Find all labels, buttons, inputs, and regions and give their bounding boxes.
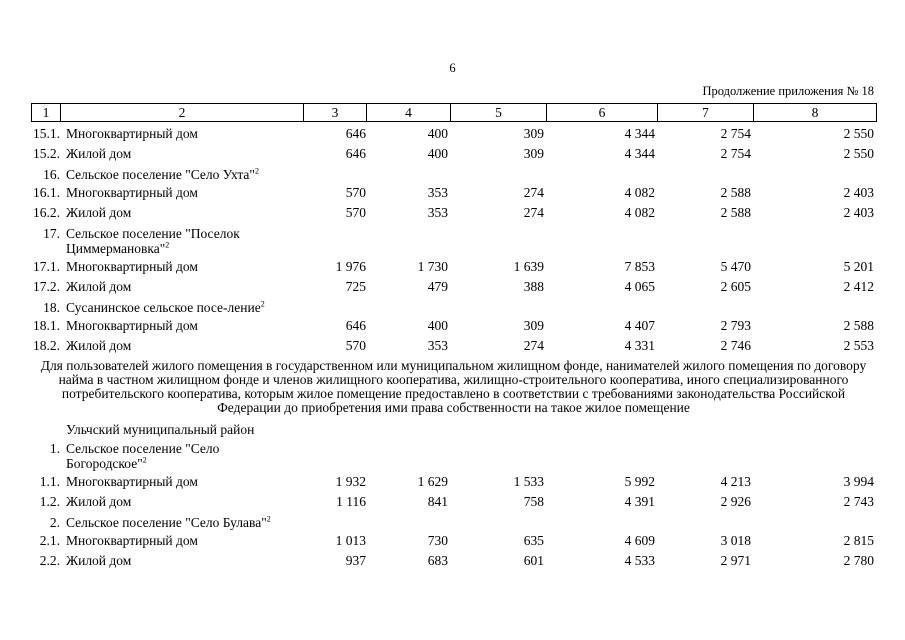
- value-cell: 646: [345, 146, 366, 161]
- value-cell: 309: [523, 318, 544, 333]
- column-header-table: [31, 103, 877, 122]
- value-cell: 683: [427, 553, 448, 568]
- value-cell: 2 605: [720, 279, 751, 294]
- value-cell: 635: [523, 533, 544, 548]
- section-heading-text: Ульчский муниципальный район: [66, 422, 255, 437]
- value-cell: 601: [523, 553, 544, 568]
- column-number: 3: [304, 104, 367, 122]
- section-heading-text: Сельское поселение "Село Богородское": [66, 441, 220, 471]
- row-label: Жилой дом: [66, 279, 132, 294]
- value-cell: 353: [427, 185, 448, 200]
- row-label: Жилой дом: [66, 338, 132, 353]
- value-cell: 2 588: [843, 318, 874, 333]
- row-label: Многоквартирный дом: [66, 474, 198, 489]
- value-cell: 2 746: [720, 338, 751, 353]
- section-heading: [60, 441, 303, 471]
- row-code: 17.: [43, 226, 60, 241]
- section-paragraph: Для пользователей жилого помещения в государственном или муниципальном жилищном фонде, нанимателей жилого помещения по договору найма в частном жилищном фонде и членов жилищного кооператива, жилищно-строительного кооператива, иного специализированного потребительского кооператива, которым жилое помещение предоставлено в соответствии с требованиями законодательства Российской Федерации до приобретения ими права собственности на такое жилое помещение: [40, 358, 867, 415]
- value-cell: 4 065: [624, 279, 655, 294]
- value-cell: 353: [427, 205, 448, 220]
- footnote-marker: 2: [260, 299, 265, 309]
- row-code: 15.1.: [33, 126, 60, 141]
- row-label: Многоквартирный дом: [66, 259, 198, 274]
- row-code: 16.: [43, 167, 60, 182]
- value-cell: 2 550: [843, 126, 874, 141]
- value-cell: 937: [345, 553, 366, 568]
- value-cell: 400: [427, 318, 448, 333]
- continuation-caption: Продолжение приложения № 18: [702, 84, 874, 98]
- value-cell: 309: [523, 126, 544, 141]
- value-cell: 479: [427, 279, 448, 294]
- value-cell: 4 082: [624, 205, 655, 220]
- table-row: [31, 126, 876, 146]
- value-cell: 4 344: [624, 146, 655, 161]
- value-cell: 2 403: [843, 205, 874, 220]
- value-cell: 400: [427, 126, 448, 141]
- row-label: Многоквартирный дом: [66, 185, 198, 200]
- footnote-marker: 2: [165, 240, 170, 250]
- section-heading-text: Сельское поселение "Село Булава": [66, 515, 267, 530]
- row-code: 18.: [43, 300, 60, 315]
- value-cell: 4 331: [624, 338, 655, 353]
- value-cell: 1 629: [417, 474, 448, 489]
- table-row: [31, 553, 876, 573]
- section-heading-text: Сельское поселение "Село Ухта": [66, 167, 255, 182]
- row-label: Жилой дом: [66, 553, 132, 568]
- value-cell: 2 588: [720, 205, 751, 220]
- column-number: 1: [32, 104, 61, 122]
- table-row: [31, 474, 876, 494]
- column-number: 8: [754, 104, 877, 122]
- row-label: Многоквартирный дом: [66, 318, 198, 333]
- value-cell: 353: [427, 338, 448, 353]
- value-cell: 570: [345, 205, 366, 220]
- page-number: 6: [449, 61, 456, 75]
- value-cell: 570: [345, 338, 366, 353]
- row-code: 16.2.: [33, 205, 60, 220]
- value-cell: 4 213: [720, 474, 751, 489]
- value-cell: 5 992: [624, 474, 655, 489]
- column-number: 4: [367, 104, 451, 122]
- row-code: 2.: [49, 515, 60, 530]
- row-label: Многоквартирный дом: [66, 126, 198, 141]
- value-cell: 1 932: [335, 474, 366, 489]
- footnote-marker: 2: [266, 514, 271, 524]
- value-cell: 3 994: [843, 474, 874, 489]
- value-cell: 2 971: [720, 553, 751, 568]
- value-cell: 5 470: [720, 259, 751, 274]
- table-body: [31, 126, 876, 573]
- value-cell: 2 743: [843, 494, 874, 509]
- table-row: [31, 318, 876, 338]
- table-row: [31, 146, 876, 166]
- value-cell: 5 201: [843, 259, 874, 274]
- row-label: Многоквартирный дом: [66, 533, 198, 548]
- table-row: [31, 494, 876, 514]
- value-cell: 274: [523, 185, 544, 200]
- section-heading-row: [31, 421, 876, 437]
- table-row: [31, 205, 876, 225]
- table-row: [31, 259, 876, 279]
- row-label: Жилой дом: [66, 146, 132, 161]
- section-heading-row: [31, 225, 876, 256]
- value-cell: 841: [427, 494, 448, 509]
- value-cell: 2 793: [720, 318, 751, 333]
- value-cell: 2 780: [843, 553, 874, 568]
- footnote-marker: 2: [142, 455, 147, 465]
- row-code: 15.2.: [33, 146, 60, 161]
- section-heading-row: [31, 299, 876, 315]
- value-cell: 646: [345, 126, 366, 141]
- section-heading: [60, 226, 303, 256]
- value-cell: 3 018: [720, 533, 751, 548]
- value-cell: 2 403: [843, 185, 874, 200]
- row-code: 17.1.: [33, 259, 60, 274]
- table-row: [31, 279, 876, 299]
- value-cell: 2 815: [843, 533, 874, 548]
- row-code: 18.2.: [33, 338, 60, 353]
- row-code: 17.2.: [33, 279, 60, 294]
- value-cell: 2 588: [720, 185, 751, 200]
- column-number: 6: [547, 104, 658, 122]
- row-code: 16.1.: [33, 185, 60, 200]
- table-row: [31, 338, 876, 358]
- column-number: 5: [451, 104, 547, 122]
- section-heading-row: [31, 440, 876, 471]
- section-heading: [60, 167, 303, 182]
- table-row: [31, 185, 876, 205]
- value-cell: 725: [345, 279, 366, 294]
- value-cell: 2 412: [843, 279, 874, 294]
- value-cell: 570: [345, 185, 366, 200]
- value-cell: 274: [523, 205, 544, 220]
- row-code: 1.1.: [39, 474, 60, 489]
- tariff-block-1: [31, 126, 876, 358]
- value-cell: 1 976: [335, 259, 366, 274]
- value-cell: 2 550: [843, 146, 874, 161]
- value-cell: 7 853: [624, 259, 655, 274]
- row-code: 2.2.: [39, 553, 60, 568]
- value-cell: 309: [523, 146, 544, 161]
- row-code: 1.2.: [39, 494, 60, 509]
- row-label: Жилой дом: [66, 205, 132, 220]
- value-cell: 1 533: [513, 474, 544, 489]
- section-heading-row: [31, 166, 876, 182]
- row-label: Жилой дом: [66, 494, 132, 509]
- value-cell: 2 926: [720, 494, 751, 509]
- value-cell: 4 407: [624, 318, 655, 333]
- value-cell: 758: [523, 494, 544, 509]
- section-heading-row: [31, 514, 876, 530]
- value-cell: 1 013: [335, 533, 366, 548]
- section-heading-text: Сусанинское сельское посе-ление: [66, 300, 261, 315]
- value-cell: 4 082: [624, 185, 655, 200]
- value-cell: 646: [345, 318, 366, 333]
- value-cell: 730: [427, 533, 448, 548]
- section-heading: [60, 300, 303, 315]
- value-cell: 2 754: [720, 146, 751, 161]
- value-cell: 1 730: [417, 259, 448, 274]
- value-cell: 4 533: [624, 553, 655, 568]
- value-cell: 4 609: [624, 533, 655, 548]
- row-code: 18.1.: [33, 318, 60, 333]
- row-code: 1.: [49, 441, 60, 456]
- footnote-marker: 2: [254, 166, 259, 176]
- value-cell: 388: [523, 279, 544, 294]
- value-cell: 274: [523, 338, 544, 353]
- section-heading: [60, 422, 303, 437]
- table-row: [31, 533, 876, 553]
- row-code: 2.1.: [39, 533, 60, 548]
- value-cell: 2 553: [843, 338, 874, 353]
- section-heading: [60, 515, 303, 530]
- value-cell: 2 754: [720, 126, 751, 141]
- tariff-block-2: [31, 421, 876, 573]
- value-cell: 1 639: [513, 259, 544, 274]
- section-heading-text: Сельское поселение "Поселок Циммермановка": [66, 226, 240, 256]
- column-number: 2: [61, 104, 304, 122]
- column-header-row: [32, 104, 877, 122]
- value-cell: 4 391: [624, 494, 655, 509]
- column-number: 7: [658, 104, 754, 122]
- value-cell: 1 116: [336, 494, 366, 509]
- row-code: [31, 422, 60, 437]
- value-cell: 400: [427, 146, 448, 161]
- value-cell: 4 344: [624, 126, 655, 141]
